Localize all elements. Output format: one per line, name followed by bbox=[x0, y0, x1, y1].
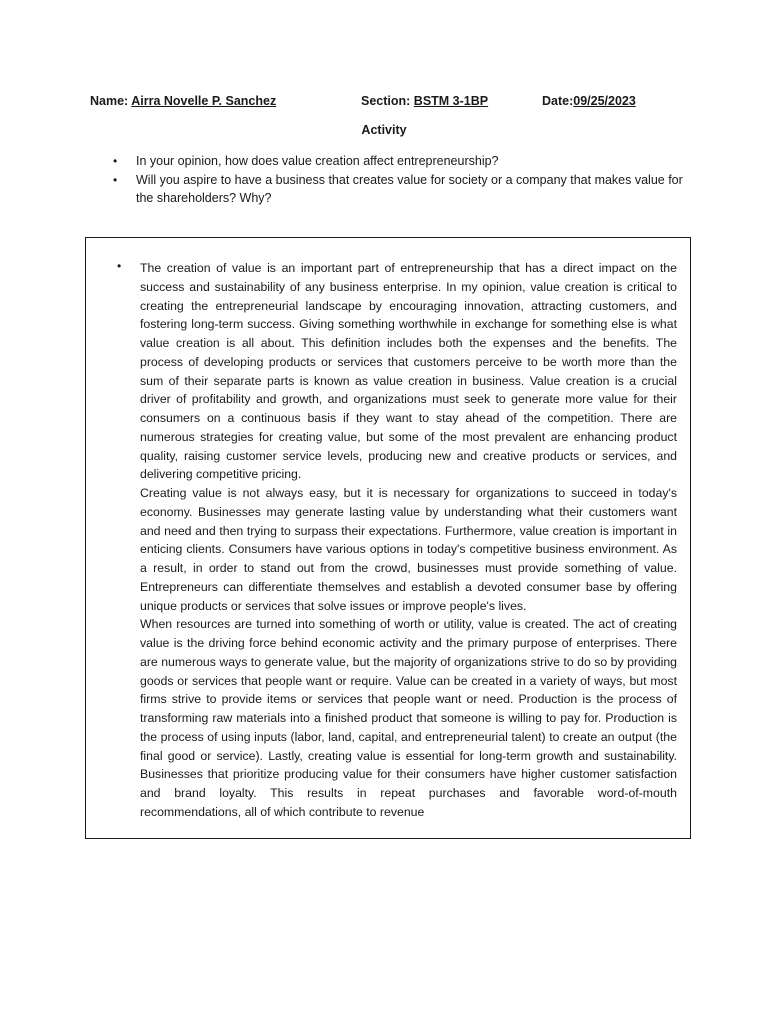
name-label: Name: bbox=[90, 94, 129, 108]
date-field bbox=[542, 94, 636, 108]
section-field bbox=[361, 94, 488, 108]
bullet-icon: • bbox=[113, 172, 118, 187]
question-text: In your opinion, how does value creation affect entrepreneurship? bbox=[136, 154, 499, 168]
header-row bbox=[90, 94, 690, 112]
activity-title: Activity bbox=[361, 123, 407, 137]
name-value: Airra Novelle P. Sanchez bbox=[131, 94, 277, 108]
bullet-icon: • bbox=[113, 154, 118, 168]
answer-paragraph: Creating value is not always easy, but it is necessary for organizations to succeed in today's economy. Businesses may generate lasting value by understanding what their customers want and need and then trying to surpass their expectations. Furthermore, value creation is important in enticing clients. Consumers have various options in today's competitive business environment. As a result, in order to stand out from the crowd, businesses must provide something of value. Entrepreneurs can differentiate themselves and establish a devoted consumer base by offering unique products or services that solve issues or improve people's lives. bbox=[140, 486, 677, 613]
question-list bbox=[113, 152, 683, 208]
question-item bbox=[113, 171, 683, 208]
bullet-icon: • bbox=[117, 259, 122, 273]
section-value: BSTM 3-1BP bbox=[413, 94, 489, 108]
name-field bbox=[90, 94, 276, 108]
question-item bbox=[113, 152, 683, 171]
date-label: Date: bbox=[542, 94, 574, 108]
answer-box bbox=[85, 237, 691, 839]
date-value: 09/25/2023 bbox=[573, 94, 636, 108]
answer-paragraph: When resources are turned into something of worth or utility, value is created. The act of creating value is the driving force behind economic activity and the primary purpose of enterprises. There are numerous ways to generate value, but the majority of organizations strive to do so by providing goods or services that people want or require. Value can be created in a variety of ways, but most firms strive to provide items or services that people want or need. Production is the process of transforming raw materials into a finished product that someone is willing to pay for. Production is the process of using inputs (labor, land, capital, and entrepreneurial talent) to create an output (the final good or service). Lastly, creating value is essential for long-term growth and sustainability. Businesses that prioritize producing value for their consumers have higher customer satisfaction and brand loyalty. This results in repeat purchases and favorable word-of-mouth recommendations, all of which contribute to revenue bbox=[140, 617, 677, 819]
section-label: Section: bbox=[361, 94, 411, 108]
answer-paragraph: The creation of value is an important part of entrepreneurship that has a direct impact on the success and sustainability of any business enterprise. In my opinion, value creation is critical to creating the entrepreneurial landscape by encouraging innovation, attracting customers, and fostering long-term success. Giving something worthwhile in exchange for something else is what value creation is all about. This definition includes both the expenses and the benefits. The process of developing products or services that customers perceive to be worth more than the sum of their separate parts is known as value creation in business. Value creation is a crucial driver of profitability and growth, and organizations must seek to generate more value for their consumers on a continuous basis if they want to stay ahead of the competition. There are numerous strategies for creating value, but some of the most prevalent are enhancing product quality, raising customer service levels, producing new and creative products or services, and delivering competitive pricing. bbox=[140, 261, 677, 482]
answer-text bbox=[140, 259, 677, 822]
question-text: Will you aspire to have a business that creates value for society or a company that makes value for the shareholders? Why? bbox=[136, 172, 683, 205]
